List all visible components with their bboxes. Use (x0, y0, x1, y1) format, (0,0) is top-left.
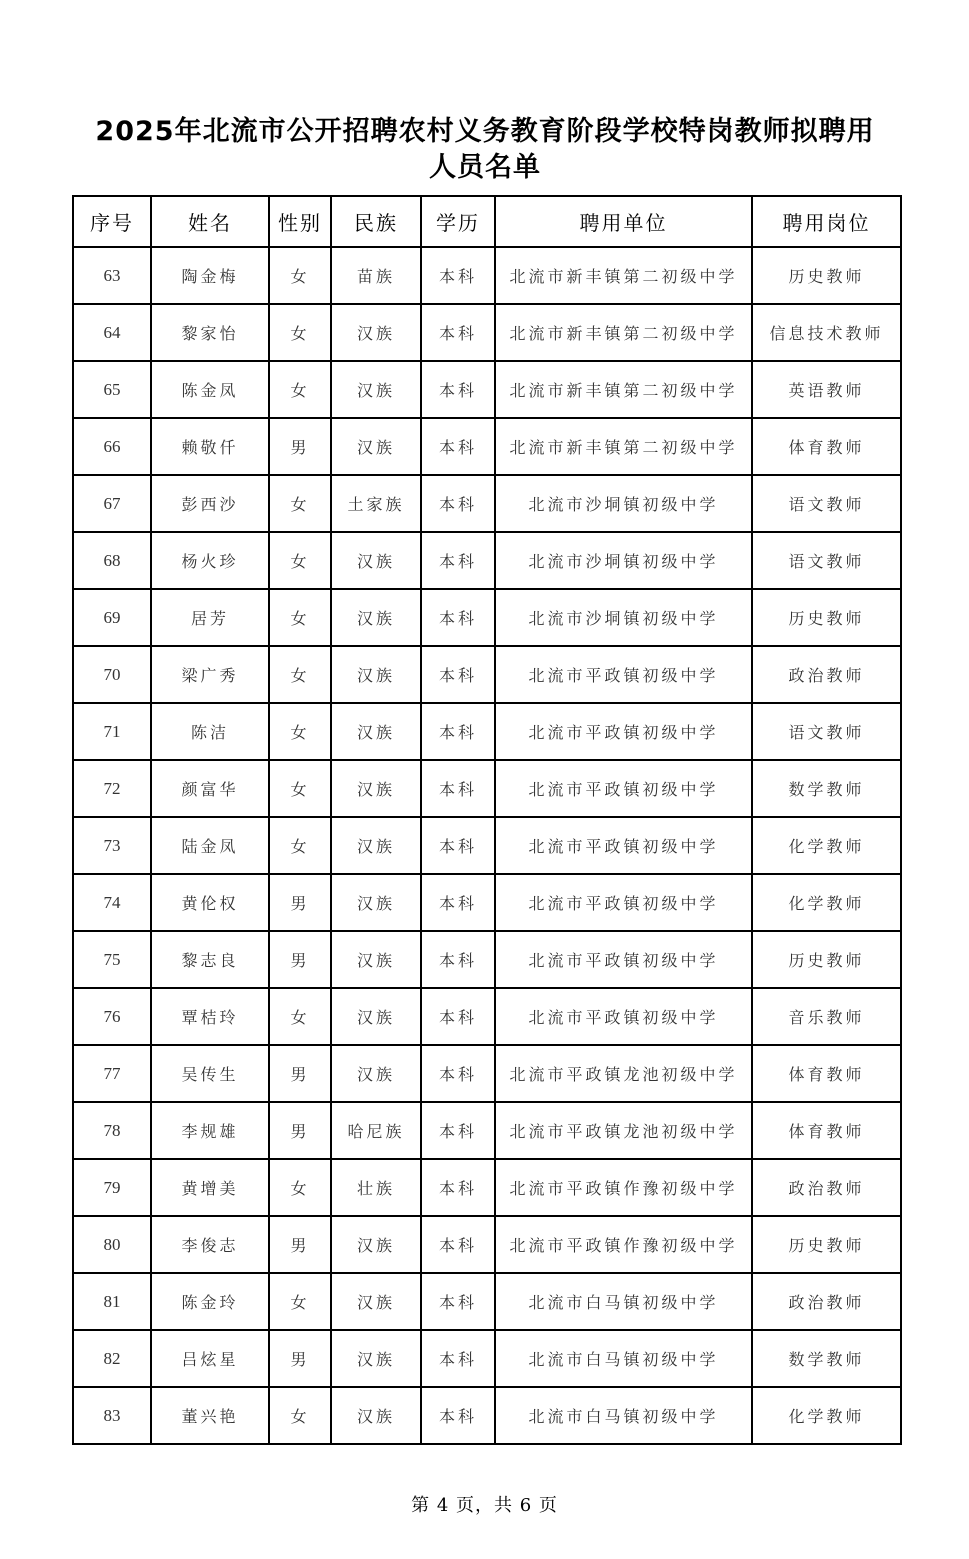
cell-education: 本科 (421, 646, 495, 703)
cell-name: 赖敬仟 (151, 418, 269, 475)
cell-ethnicity: 苗族 (331, 247, 421, 304)
cell-education: 本科 (421, 247, 495, 304)
cell-education: 本科 (421, 1216, 495, 1273)
table-row (73, 646, 901, 703)
cell-education: 本科 (421, 1159, 495, 1216)
cell-position: 政治教师 (752, 1273, 901, 1330)
cell-ethnicity: 汉族 (331, 931, 421, 988)
cell-name: 梁广秀 (151, 646, 269, 703)
cell-employer: 北流市新丰镇第二初级中学 (495, 361, 752, 418)
cell-employer: 北流市平政镇初级中学 (495, 646, 752, 703)
cell-name: 颜富华 (151, 760, 269, 817)
cell-ethnicity: 壮族 (331, 1159, 421, 1216)
cell-gender: 男 (269, 1102, 331, 1159)
cell-education: 本科 (421, 1273, 495, 1330)
cell-name: 陈金凤 (151, 361, 269, 418)
cell-serial: 80 (73, 1216, 151, 1273)
cell-position: 英语教师 (752, 361, 901, 418)
header-education: 学历 (421, 196, 495, 247)
cell-gender: 女 (269, 1387, 331, 1444)
table-row (73, 760, 901, 817)
document-title-line-2: 人员名单 (429, 152, 541, 183)
cell-education: 本科 (421, 475, 495, 532)
cell-gender: 女 (269, 589, 331, 646)
table-row (73, 532, 901, 589)
cell-position: 政治教师 (752, 1159, 901, 1216)
cell-serial: 63 (73, 247, 151, 304)
cell-gender: 女 (269, 988, 331, 1045)
header-position: 聘用岗位 (752, 196, 901, 247)
cell-ethnicity: 汉族 (331, 1273, 421, 1330)
table-row (73, 1102, 901, 1159)
cell-ethnicity: 汉族 (331, 646, 421, 703)
cell-education: 本科 (421, 1045, 495, 1102)
cell-education: 本科 (421, 1387, 495, 1444)
document-title-line-1: 2025年北流市公开招聘农村义务教育阶段学校特岗教师拟聘用 (95, 116, 875, 147)
cell-education: 本科 (421, 817, 495, 874)
cell-name: 陶金梅 (151, 247, 269, 304)
header-ethnicity: 民族 (331, 196, 421, 247)
table-row (73, 304, 901, 361)
table-row (73, 703, 901, 760)
cell-education: 本科 (421, 589, 495, 646)
cell-gender: 女 (269, 760, 331, 817)
table-row (73, 589, 901, 646)
cell-position: 化学教师 (752, 874, 901, 931)
cell-position: 历史教师 (752, 247, 901, 304)
table-header-row (73, 196, 901, 247)
cell-ethnicity: 汉族 (331, 589, 421, 646)
cell-name: 黄伦权 (151, 874, 269, 931)
cell-position: 历史教师 (752, 589, 901, 646)
cell-gender: 女 (269, 247, 331, 304)
table-row (73, 988, 901, 1045)
cell-position: 政治教师 (752, 646, 901, 703)
cell-employer: 北流市平政镇作豫初级中学 (495, 1216, 752, 1273)
cell-serial: 64 (73, 304, 151, 361)
cell-employer: 北流市平政镇作豫初级中学 (495, 1159, 752, 1216)
cell-serial: 82 (73, 1330, 151, 1387)
table-row (73, 817, 901, 874)
cell-ethnicity: 汉族 (331, 988, 421, 1045)
cell-position: 体育教师 (752, 1045, 901, 1102)
table-row (73, 361, 901, 418)
cell-gender: 女 (269, 475, 331, 532)
header-employer: 聘用单位 (495, 196, 752, 247)
cell-employer: 北流市平政镇初级中学 (495, 931, 752, 988)
cell-education: 本科 (421, 418, 495, 475)
cell-employer: 北流市白马镇初级中学 (495, 1273, 752, 1330)
cell-serial: 70 (73, 646, 151, 703)
table-row (73, 247, 901, 304)
cell-employer: 北流市沙垌镇初级中学 (495, 475, 752, 532)
cell-employer: 北流市白马镇初级中学 (495, 1330, 752, 1387)
cell-position: 语文教师 (752, 475, 901, 532)
cell-name: 李俊志 (151, 1216, 269, 1273)
cell-name: 居芳 (151, 589, 269, 646)
cell-position: 体育教师 (752, 1102, 901, 1159)
table-row (73, 1273, 901, 1330)
cell-position: 音乐教师 (752, 988, 901, 1045)
cell-education: 本科 (421, 1102, 495, 1159)
cell-position: 信息技术教师 (752, 304, 901, 361)
cell-serial: 81 (73, 1273, 151, 1330)
cell-employer: 北流市平政镇初级中学 (495, 760, 752, 817)
cell-education: 本科 (421, 361, 495, 418)
cell-serial: 78 (73, 1102, 151, 1159)
cell-gender: 女 (269, 532, 331, 589)
cell-employer: 北流市沙垌镇初级中学 (495, 532, 752, 589)
cell-ethnicity: 汉族 (331, 1387, 421, 1444)
cell-education: 本科 (421, 532, 495, 589)
cell-name: 董兴艳 (151, 1387, 269, 1444)
table-row (73, 931, 901, 988)
cell-employer: 北流市新丰镇第二初级中学 (495, 418, 752, 475)
cell-education: 本科 (421, 874, 495, 931)
cell-ethnicity: 汉族 (331, 1216, 421, 1273)
cell-name: 吴传生 (151, 1045, 269, 1102)
cell-employer: 北流市平政镇龙池初级中学 (495, 1045, 752, 1102)
cell-gender: 女 (269, 817, 331, 874)
cell-serial: 73 (73, 817, 151, 874)
table-row (73, 475, 901, 532)
cell-employer: 北流市平政镇初级中学 (495, 703, 752, 760)
cell-position: 历史教师 (752, 931, 901, 988)
cell-name: 李规雄 (151, 1102, 269, 1159)
table-row (73, 1387, 901, 1444)
cell-gender: 女 (269, 1159, 331, 1216)
cell-name: 黎志良 (151, 931, 269, 988)
cell-employer: 北流市平政镇初级中学 (495, 874, 752, 931)
cell-employer: 北流市白马镇初级中学 (495, 1387, 752, 1444)
cell-education: 本科 (421, 703, 495, 760)
cell-gender: 男 (269, 1045, 331, 1102)
cell-ethnicity: 土家族 (331, 475, 421, 532)
header-gender: 性别 (269, 196, 331, 247)
cell-gender: 男 (269, 874, 331, 931)
cell-employer: 北流市平政镇初级中学 (495, 817, 752, 874)
cell-ethnicity: 汉族 (331, 817, 421, 874)
cell-name: 黎家怡 (151, 304, 269, 361)
cell-serial: 74 (73, 874, 151, 931)
cell-serial: 68 (73, 532, 151, 589)
cell-ethnicity: 汉族 (331, 1045, 421, 1102)
cell-name: 杨火珍 (151, 532, 269, 589)
table-row (73, 418, 901, 475)
cell-name: 陈洁 (151, 703, 269, 760)
cell-name: 吕炫星 (151, 1330, 269, 1387)
cell-position: 数学教师 (752, 1330, 901, 1387)
cell-ethnicity: 汉族 (331, 532, 421, 589)
cell-name: 彭西沙 (151, 475, 269, 532)
cell-serial: 83 (73, 1387, 151, 1444)
cell-name: 陈金玲 (151, 1273, 269, 1330)
cell-position: 化学教师 (752, 1387, 901, 1444)
cell-education: 本科 (421, 931, 495, 988)
cell-ethnicity: 汉族 (331, 304, 421, 361)
cell-position: 化学教师 (752, 817, 901, 874)
cell-education: 本科 (421, 304, 495, 361)
cell-serial: 76 (73, 988, 151, 1045)
cell-position: 数学教师 (752, 760, 901, 817)
table-row (73, 1216, 901, 1273)
cell-ethnicity: 汉族 (331, 874, 421, 931)
cell-gender: 女 (269, 646, 331, 703)
cell-ethnicity: 哈尼族 (331, 1102, 421, 1159)
table-row (73, 1159, 901, 1216)
cell-serial: 77 (73, 1045, 151, 1102)
cell-gender: 男 (269, 931, 331, 988)
cell-employer: 北流市沙垌镇初级中学 (495, 589, 752, 646)
table-body (73, 247, 901, 1444)
cell-ethnicity: 汉族 (331, 703, 421, 760)
cell-gender: 男 (269, 1330, 331, 1387)
cell-serial: 79 (73, 1159, 151, 1216)
cell-gender: 男 (269, 1216, 331, 1273)
document-title (60, 114, 910, 186)
table-row (73, 1045, 901, 1102)
table-row (73, 1330, 901, 1387)
cell-education: 本科 (421, 988, 495, 1045)
cell-name: 覃桔玲 (151, 988, 269, 1045)
cell-gender: 女 (269, 361, 331, 418)
cell-ethnicity: 汉族 (331, 760, 421, 817)
cell-education: 本科 (421, 1330, 495, 1387)
cell-position: 体育教师 (752, 418, 901, 475)
cell-gender: 女 (269, 304, 331, 361)
cell-gender: 女 (269, 1273, 331, 1330)
cell-employer: 北流市平政镇龙池初级中学 (495, 1102, 752, 1159)
cell-ethnicity: 汉族 (331, 418, 421, 475)
table-row (73, 874, 901, 931)
cell-ethnicity: 汉族 (331, 1330, 421, 1387)
cell-position: 历史教师 (752, 1216, 901, 1273)
cell-position: 语文教师 (752, 532, 901, 589)
cell-serial: 69 (73, 589, 151, 646)
cell-gender: 女 (269, 703, 331, 760)
cell-employer: 北流市平政镇初级中学 (495, 988, 752, 1045)
cell-education: 本科 (421, 760, 495, 817)
cell-employer: 北流市新丰镇第二初级中学 (495, 247, 752, 304)
cell-name: 陆金凤 (151, 817, 269, 874)
header-serial: 序号 (73, 196, 151, 247)
cell-serial: 65 (73, 361, 151, 418)
cell-position: 语文教师 (752, 703, 901, 760)
cell-serial: 67 (73, 475, 151, 532)
header-name: 姓名 (151, 196, 269, 247)
cell-name: 黄增美 (151, 1159, 269, 1216)
cell-serial: 72 (73, 760, 151, 817)
cell-employer: 北流市新丰镇第二初级中学 (495, 304, 752, 361)
hire-list-table (72, 195, 902, 1445)
cell-serial: 66 (73, 418, 151, 475)
cell-serial: 75 (73, 931, 151, 988)
cell-gender: 男 (269, 418, 331, 475)
cell-ethnicity: 汉族 (331, 361, 421, 418)
cell-serial: 71 (73, 703, 151, 760)
page-number: 第 4 页，共 6 页 (411, 1495, 558, 1516)
